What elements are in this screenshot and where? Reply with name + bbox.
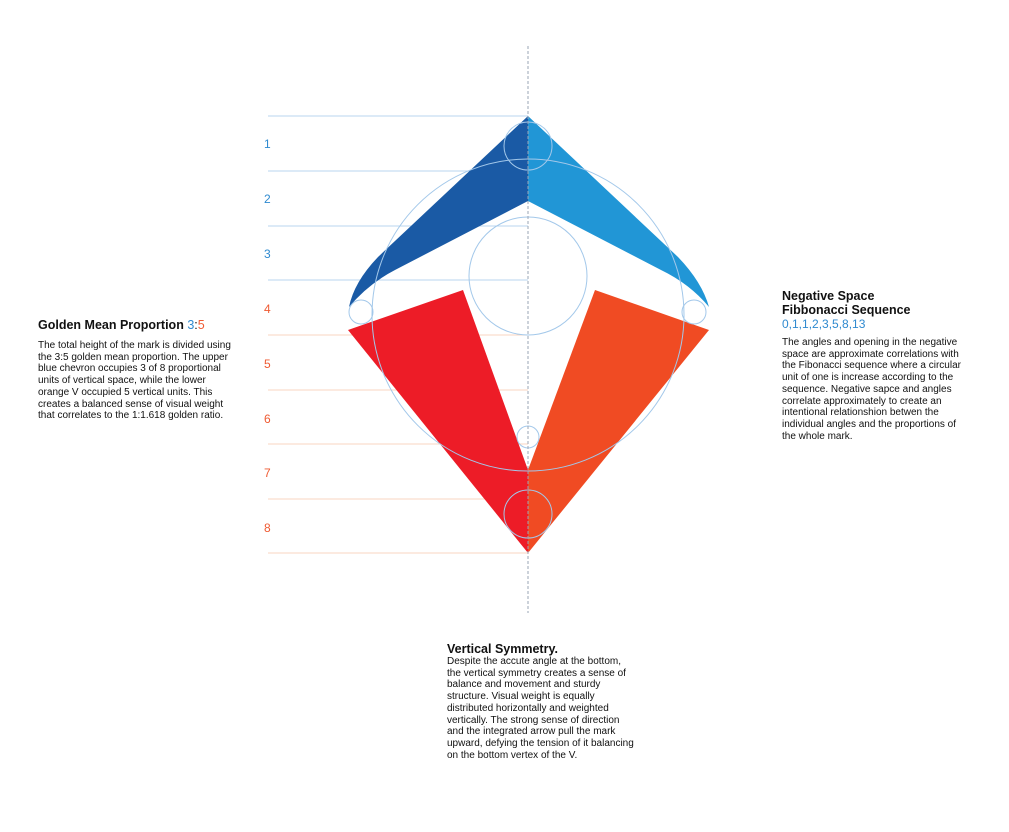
right-tip-circle: [682, 300, 706, 324]
vertical-symmetry-title: Vertical Symmetry.: [447, 642, 558, 656]
golden-mean-annotation: [38, 318, 232, 422]
unit-label-6: 6: [264, 412, 271, 426]
vertical-symmetry-body: Despite the accute angle at the bottom, the vertical symmetry creates a sense of balance and movement and sturdy structure. Visual weight is equally distributed horizontally and weighted vertically. The strong sense of direction and the integrated arrow pull the mark upward, defying the tension of it balancing on the bottom vertex of the V.: [447, 656, 634, 761]
unit-label-1: 1: [264, 137, 271, 151]
v-left-half: [348, 290, 528, 553]
v-right-half: [528, 290, 709, 553]
negative-space-body: The angles and opening in the negative space are approximate correlations with the Fibonacci sequence where a circular unit of one is increase according to the sequence. Negative sapce and angles correlate approximately to create an intentional relationshion betwen the individual angles and the proportions of the whole mark.: [782, 337, 961, 442]
ratio-separator: :: [194, 318, 198, 332]
negative-space-annotation: [782, 289, 962, 442]
negative-space-title-2: Fibbonacci Sequence: [782, 303, 911, 317]
left-tip-circle: [349, 300, 373, 324]
chevron-left-half: [349, 116, 528, 307]
fibonacci-sequence: 0,1,1,2,3,5,8,13: [782, 317, 866, 331]
ratio-lower: 5: [197, 318, 205, 332]
unit-label-2: 2: [264, 192, 271, 206]
unit-label-3: 3: [264, 247, 271, 261]
golden-mean-body: The total height of the mark is divided using the 3:5 golden mean proportion. The upper blue chevron occupies 3 of 8 proportional units of vertical space, while the lower orange V occupied 5 vertical units. This creates a balanced sense of visual weight that correlates to the 1:1.618 golden ratio.: [38, 340, 231, 422]
negative-space-title-1: Negative Space: [782, 289, 875, 303]
ratio-upper: 3: [187, 318, 195, 332]
unit-label-7: 7: [264, 466, 271, 480]
unit-label-4: 4: [264, 302, 271, 316]
golden-mean-title-text: Golden Mean Proportion: [38, 318, 184, 332]
unit-label-5: 5: [264, 357, 271, 371]
unit-label-8: 8: [264, 521, 271, 535]
chevron-right-half: [528, 116, 709, 307]
vertical-symmetry-annotation: [447, 642, 637, 761]
golden-mean-title: [38, 318, 232, 332]
